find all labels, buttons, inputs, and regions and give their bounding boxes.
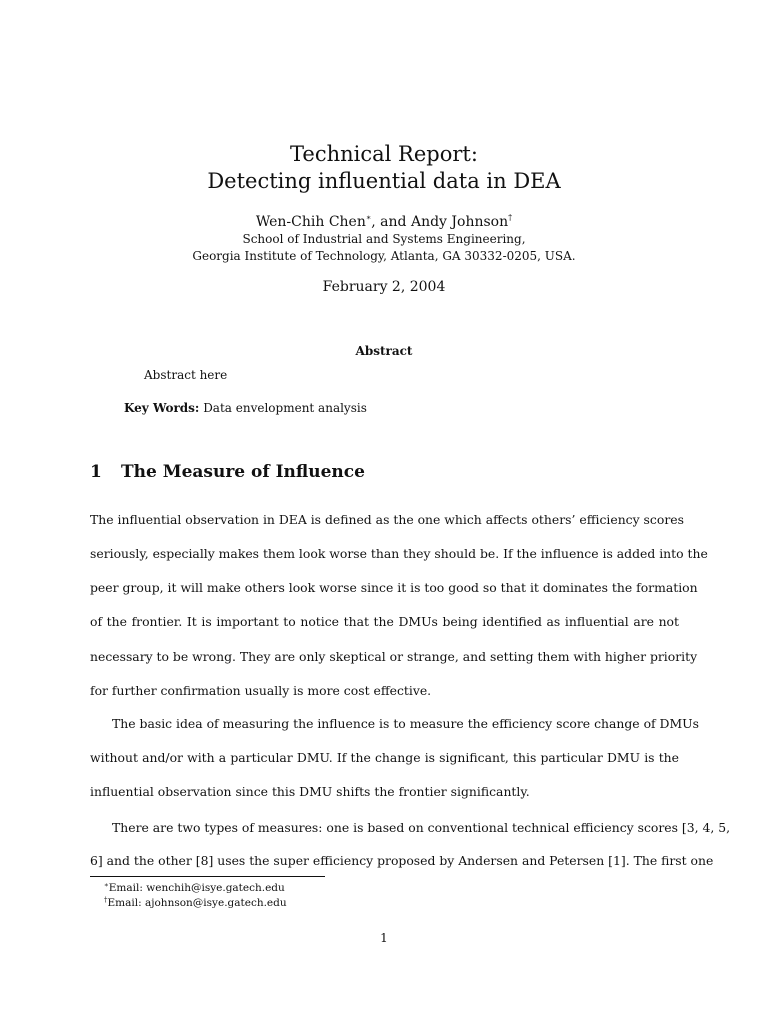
body-line: 6] and the other [8] uses the super efficiency proposed by Andersen and Petersen [1]. The first one xyxy=(90,853,714,868)
title-line-2: Detecting influential data in DEA xyxy=(207,169,561,193)
abstract-body: Abstract here xyxy=(144,368,228,382)
body-line: for further confirmation usually is more cost effective. xyxy=(90,683,432,698)
footnote-2-mark: † xyxy=(104,896,108,904)
date: February 2, 2004 xyxy=(322,279,446,295)
section-title: The Measure of Influence xyxy=(121,462,365,482)
body-line: of the frontier. It is important to notice that the DMUs being identified as influential are not xyxy=(90,614,679,629)
page-number: 1 xyxy=(380,931,388,945)
footnote-1 xyxy=(104,879,285,895)
body-line: necessary to be wrong. They are only skeptical or strange, and setting them with higher priority xyxy=(90,649,698,664)
author-1: Wen-Chih Chen xyxy=(255,214,366,230)
keywords-value: Data envelopment analysis xyxy=(203,401,367,415)
body-line: seriously, especially makes them look worse than they should be. If the influence is added into the xyxy=(90,546,708,561)
author-connector: , and xyxy=(371,214,411,230)
footnote-rule xyxy=(90,876,325,877)
keywords-label: Key Words: xyxy=(124,401,200,415)
abstract-heading: Abstract xyxy=(355,344,413,358)
section-number: 1 xyxy=(90,462,102,482)
affiliation-line-1: School of Industrial and Systems Engineering, xyxy=(242,232,526,246)
footnote-mark-1: ∗ xyxy=(365,213,372,222)
footnote-2-text: Email: ajohnson@isye.gatech.edu xyxy=(107,897,287,909)
body-line: There are two types of measures: one is based on conventional technical efficiency scores [3, 4, 5, xyxy=(112,820,731,835)
authors xyxy=(0,209,768,231)
affiliation-line-2: Georgia Institute of Technology, Atlanta, GA 30332-0205, USA. xyxy=(192,249,576,263)
body-line: peer group, it will make others look worse since it is too good so that it dominates the formation xyxy=(90,580,698,595)
body-line: The influential observation in DEA is defined as the one which affects others’ efficiency scores xyxy=(90,512,684,527)
footnote-1-mark: ∗ xyxy=(104,881,109,889)
body-line: The basic idea of measuring the influence is to measure the efficiency score change of DMUs xyxy=(112,716,699,731)
footnote-2 xyxy=(104,894,287,910)
keywords xyxy=(124,400,367,416)
footnote-1-text: Email: wenchih@isye.gatech.edu xyxy=(108,882,285,894)
title-line-1: Technical Report: xyxy=(290,142,478,166)
section-heading xyxy=(90,461,365,483)
author-2: Andy Johnson xyxy=(410,214,509,230)
body-line: influential observation since this DMU shifts the frontier significantly. xyxy=(90,784,530,799)
body-line: without and/or with a particular DMU. If the change is significant, this particular DMU is the xyxy=(90,750,679,765)
footnote-mark-2: † xyxy=(508,213,513,222)
